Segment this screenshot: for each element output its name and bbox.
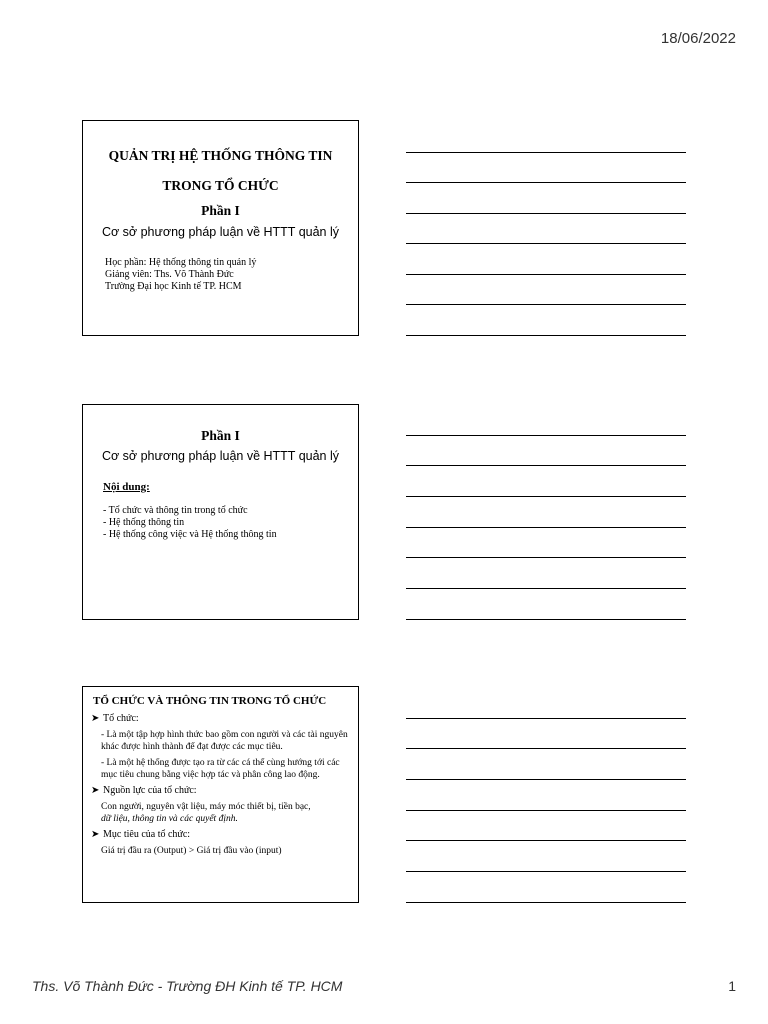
note-line xyxy=(406,902,686,903)
content-label: Nội dung: xyxy=(103,481,150,493)
note-line xyxy=(406,748,686,749)
note-line xyxy=(406,182,686,183)
lecturer-name: Giảng viên: Ths. Võ Thành Đức xyxy=(105,269,234,280)
paragraph-2: - Là một hệ thống được tạo ra từ các cá thể cùng hướng tới các mục tiêu chung bằng việc hợp tác và phân công lao động. xyxy=(101,758,340,780)
slide-1 xyxy=(82,120,359,336)
slide-1-part: Phần I xyxy=(201,203,240,218)
note-line xyxy=(406,335,686,336)
print-date: 18/06/2022 xyxy=(660,30,736,47)
note-line xyxy=(406,557,686,558)
note-line xyxy=(406,527,686,528)
paragraph-3: Con người, nguyên vật liệu, máy móc thiết bị, tiền bạc, dữ liệu, thông tin và các quyết định. xyxy=(101,802,311,824)
content-list xyxy=(83,505,358,541)
note-line xyxy=(406,496,686,497)
note-line xyxy=(406,718,686,719)
note-line xyxy=(406,465,686,466)
footer-author: Ths. Võ Thành Đức - Trường ĐH Kinh tế TP. HCM xyxy=(32,978,343,994)
university-name: Trường Đại học Kinh tế TP. HCM xyxy=(105,281,242,292)
slide-1-title-line-1: QUẢN TRỊ HỆ THỐNG THÔNG TIN xyxy=(108,148,333,163)
arrow-bullet-icon: ➤ xyxy=(91,829,100,840)
note-line xyxy=(406,619,686,620)
paragraph-1: - Là một tập hợp hình thức bao gồm con người và các tài nguyên khác được hình thành để đạt được các mục tiêu. xyxy=(101,730,348,752)
note-line xyxy=(406,779,686,780)
note-line xyxy=(406,152,686,153)
slide-3 xyxy=(82,686,359,903)
slide-2-subtitle: Cơ sở phương pháp luận về HTTT quản lý xyxy=(101,449,339,463)
note-line xyxy=(406,274,686,275)
course-name: Học phần: Hệ thống thông tin quản lý xyxy=(105,257,257,268)
content-item: - Hệ thống công việc và Hệ thống thông tin xyxy=(103,529,277,540)
note-line xyxy=(406,810,686,811)
content-item: - Tổ chức và thông tin trong tổ chức xyxy=(103,505,248,516)
note-line xyxy=(406,871,686,872)
note-line xyxy=(406,588,686,589)
slide-3-title: TỔ CHỨC VÀ THÔNG TIN TRONG TỔ CHỨC xyxy=(93,695,327,707)
note-line xyxy=(406,435,686,436)
slide-2-part: Phần I xyxy=(201,428,240,443)
slide-2 xyxy=(82,404,359,620)
slide-1-subtitle: Cơ sở phương pháp luận về HTTT quản lý xyxy=(101,225,339,239)
arrow-bullet-icon: ➤ xyxy=(91,785,100,796)
note-line xyxy=(406,304,686,305)
note-line xyxy=(406,213,686,214)
bullet-resources: ➤ Nguồn lực của tổ chức: xyxy=(91,785,197,796)
paragraph-4: Giá trị đầu ra (Output) > Giá trị đầu vào (input) xyxy=(101,846,282,856)
note-line xyxy=(406,840,686,841)
note-line xyxy=(406,243,686,244)
page-number: 1 xyxy=(728,978,736,994)
slide-1-info xyxy=(83,257,358,293)
slide-1-title-line-2: TRONG TỔ CHỨC xyxy=(162,178,279,193)
bullet-goals: ➤ Mục tiêu của tổ chức: xyxy=(91,829,191,840)
content-item: - Hệ thống thông tin xyxy=(103,517,185,528)
arrow-bullet-icon: ➤ xyxy=(91,713,100,724)
bullet-organization: ➤ Tổ chức: xyxy=(91,713,139,724)
